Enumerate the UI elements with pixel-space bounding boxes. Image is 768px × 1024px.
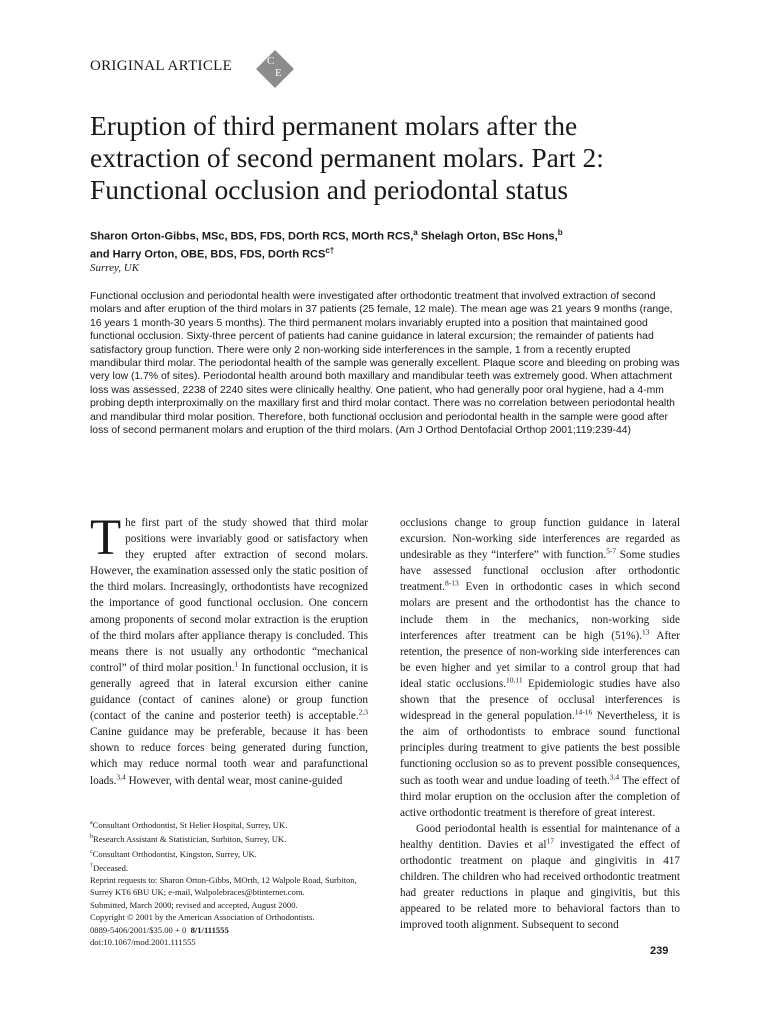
citation-ref: 3,4 — [116, 771, 126, 781]
author-list — [90, 226, 690, 262]
body-text: investigated the effect of orthodontic treatment on plaque and gingivitis in 417 children. The children who had received orthodontic treatment had greater reductions in plaque and gingivitis, but this appeared to be related more to behavioral factors than to improved tooth alignment. Subsequent to second — [400, 838, 680, 932]
intro-text-1: he first part of the study showed that third molar positions were invariably good or satisfactory when they erupted after extraction of second molars. However, the examination assessed only the static position of the third molars. Increasingly, orthodontists have recognized the importance of good functional occlusion. One concern among proponents of second molar extraction is the eruption of the third molars after appliance therapy is concluded. This means there is not usually any orthodontic “mechanical control” of third molar position. — [90, 517, 368, 674]
author-2: Shelagh Orton, BSc Hons, — [420, 230, 558, 243]
footnote-doi: doi:10.1067/mod.2001.111555 — [90, 937, 196, 948]
citation-ref: 2,3 — [358, 707, 368, 717]
article-title: Eruption of third permanent molars after the extraction of second permanent molars. Part 2: Functional occlusion and periodontal status — [90, 110, 604, 205]
footnotes — [90, 817, 380, 949]
citation-ref: 8-13 — [445, 578, 459, 588]
ce-badge-letter-e: E — [275, 67, 282, 79]
footnote-affiliation-c: $^c$Consultant Orthodontist, Kingston, Surrey, UK. — [90, 848, 257, 859]
footnote-affiliation-a: $^a$Consultant Orthodontist, St Helier Hospital, Surrey, UK. — [90, 819, 288, 830]
footnote-submitted: Submitted, March 2000; revised and accepted, August 2000. — [90, 899, 298, 910]
citation-ref: 14-16 — [574, 707, 593, 717]
body-text: The effect of third molar eruption on the occlusion after the completion of active orthodontic treatment is therefore of great interest. — [400, 774, 681, 819]
section-label: ORIGINAL ARTICLE — [90, 58, 233, 74]
author-3: Harry Orton, OBE, BDS, FDS, DOrth RCS — [112, 248, 326, 261]
body-text: Good periodontal health is essential for maintenance of a healthy dentition. Davies et al — [400, 822, 680, 851]
abstract: Functional occlusion and periodontal health were investigated after orthodontic treatment that involved extraction of second molars and after eruption of the third molars in 37 patients (25 female, 12 male). The mean age was 21 years 9 months (range, 16 years 1 month-30 years 5 months). The third permanent molars invariably erupted into a position that maintained good functional occlusion. Sixty-three percent of patients had canine guidance in lateral excursion; the remainder of patients had satisfactory group function. There were only 2 non-working side interferences in the sample, 1 from a recently erupted mandibular third molar. The periodontal health of the sample was generally excellent. Plaque score and bleeding on probing was very low (1.7% of sites). Periodontal health around both maxillary and mandibular teeth was extremely good. When attachment loss was assessed, 2238 of 2240 sites were clinically healthy. One patient, who had generally poor oral hygiene, had a 4-mm probing depth interproximally on the maxillary first and third molar contact. There was no correlation between periodontal health and mandibular third molar position. Therefore, both functional occlusion and periodontal health in the sample were good after loss of second permanent molars and eruption of the third molars. (Am J Orthod Dentofacial Orthop 2001;119:239-44) — [90, 291, 680, 437]
footnote-affiliation-b: $^b$Research Assistant & Statistician, Surbiton, Surrey, UK. — [90, 834, 287, 845]
citation-ref: 5-7 — [606, 546, 617, 556]
citation-ref: 1 — [234, 659, 239, 669]
body-text: Even in orthodontic cases in which second molars are present and the orthodontist has the chance to include them in the mechanics, non-working side interferences after treatment can be high (51%). — [400, 581, 680, 642]
periodontal-paragraph — [400, 821, 680, 934]
author-3-affiliation-mark: c† — [325, 246, 335, 256]
citation-ref: 13 — [642, 626, 650, 636]
ce-badge — [256, 50, 294, 88]
footnote-issn: 0889-5406/2001/$35.00 + 0 8/1/111555 — [90, 924, 229, 935]
footnote-deceased: †Deceased. — [90, 862, 129, 873]
body-text: After retention, the presence of non-working side interferences can be even higher and yet similar to a control group that had ideal static occlusions. — [400, 629, 680, 690]
citation-ref: 10,11 — [506, 675, 523, 685]
author-2-affiliation-mark: b — [557, 228, 563, 237]
footnote-copyright: Copyright © 2001 by the American Association of Orthodontists. — [90, 912, 315, 923]
footnote-reprint-line-2: Surrey KT6 6BU UK; e-mail, Walpolebraces@btinternet.com. — [90, 887, 305, 898]
body-text: occlusions change to group function guidance in lateral excursion. Non-working side interferences are regarded as undesirable as they “interfere” with function. — [400, 517, 680, 562]
body-text: Nevertheless, it is the aim of orthodontists to embrace sound functional principles during treatment to give patients the best possible functioning occlusion so as to prevent possible consequences, such as tooth wear and undue loading of teeth. — [400, 710, 680, 787]
body-column-right — [400, 515, 680, 933]
footnote-issn-code: 8/1/111555 — [190, 924, 229, 935]
continuation-paragraph — [400, 515, 680, 821]
intro-text-2: In functional occlusion, it is generally agreed that in lateral excursion either canine guidance (contact of canines alone) or group function (contact of the canine and posterior teeth) is acceptable. — [90, 661, 368, 723]
author-1: Sharon Orton-Gibbs, MSc, BDS, FDS, DOrth RCS, MOrth RCS, — [90, 230, 414, 243]
author-location: Surrey, UK — [90, 262, 140, 274]
body-text: Epidemiologic studies have also shown that the presence of occlusal interferences is widespread in the general population. — [400, 677, 680, 723]
citation-ref: 3,4 — [609, 771, 620, 781]
body-column-left — [90, 510, 368, 789]
author-1-affiliation-mark: a — [413, 228, 418, 237]
body-text: Some studies have assessed functional occlusion after orthodontic treatment. — [400, 549, 681, 594]
intro-text-4: However, with dental wear, most canine-guided — [125, 774, 343, 787]
author-conjunction: and — [90, 248, 110, 261]
page-number: 239 — [650, 945, 669, 957]
citation-ref: 17 — [546, 836, 554, 846]
ce-badge-letter-c: C — [267, 55, 275, 67]
footnote-reprint-line-1: Reprint requests to: Sharon Orton-Gibbs, MOrth, 12 Walpole Road, Surbiton, — [90, 875, 357, 886]
drop-cap: T — [90, 510, 122, 566]
intro-paragraph — [90, 510, 368, 789]
intro-text-3: Canine guidance may be preferable, because it has been shown to reduce forces being generated during function, which may reduce normal tooth wear and parafunctional loads. — [90, 726, 368, 787]
